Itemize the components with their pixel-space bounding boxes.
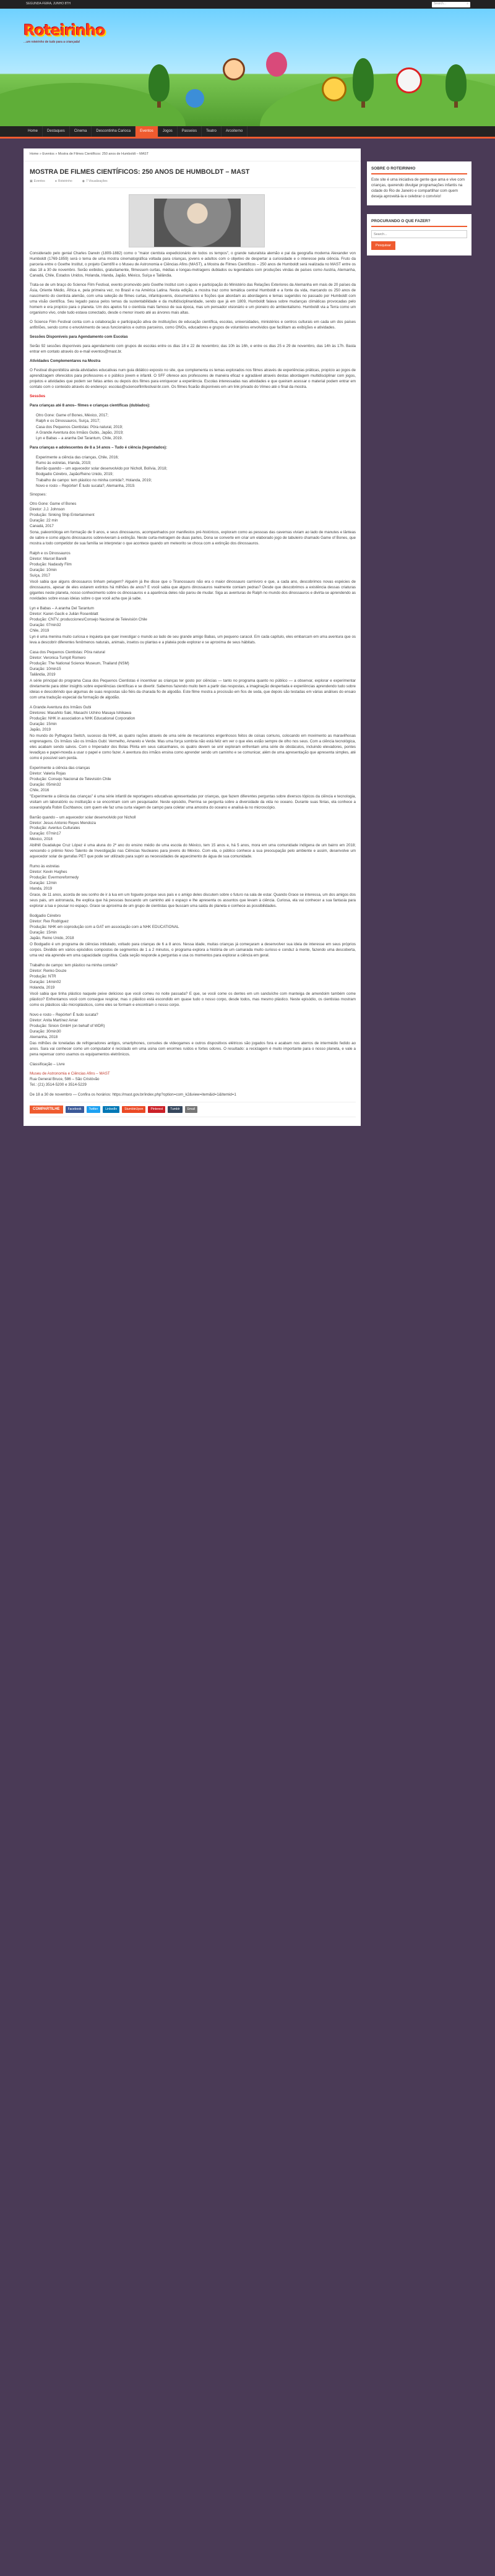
- meta-author[interactable]: [55, 179, 72, 184]
- film-synopsis: Lyn é uma menina muito curiosa e inquieta que quer investigar o mundo ao lado de seu grande amigo Babas, um pequeno caracol. Em cada capítulo, eles embarcam em uma aventura que os leva a descobrir diferentes fenômenos naturais, animais, insetos ou plantas e a plateia pode explorar e se aproxima de seus hábitats.: [30, 634, 356, 645]
- film-credit: Diretor: Renko Douze: [30, 969, 67, 974]
- film-credit: Canadá, 2017: [30, 524, 54, 529]
- paragraph: Considerado pelo genial Charles Darwin (1809-1882) como o "maior cientista expedicionário de todos os tempos", o grande naturalista alemão e pai da geografia moderna Alexander von Humboldt (1769-1859) será o tema de uma mostra cinematográfica voltada para crianças, jovens e adultos com o objetivo de despertar a curiosidade e o interesse pela ciência. Fruto da parceria entre o Goethe Institut, o projeto Ciemtífil e o Museu de Astronomia e Ciências Afins (MAST), a Mostra de Filmes Científicos – 250 anos de Humboldt será realizada no MAST entre os dias 18 a 30 de novembro. Serão exibidos, gratuitamente, filmessem curtas, médias e longas-metragens dublados ou legendados com produções vindas de países como Austria, Alemanha, Canadá, Chile, Estados Unidos, Holanda, Irlanda, Japão, México, Suíça e Tailândia.: [30, 251, 356, 278]
- film-credit: Duração: 10min15: [30, 666, 61, 671]
- top-search-input[interactable]: Search...: [434, 2, 447, 6]
- ball-character: [396, 67, 422, 93]
- film-credit: Diretor: Marcel Barelli: [30, 557, 67, 562]
- synopsis-heading: Sinopses:: [30, 492, 47, 497]
- film-credit: Produção: Evermoreformedy: [30, 875, 79, 880]
- film-credit: Holanda, 2019: [30, 985, 55, 990]
- film-credit: Irlanda, 2019: [30, 887, 53, 891]
- list-item: Lyn e Babas – a aranha Del Tarantum, Chile, 2019.: [36, 436, 123, 441]
- film-synopsis: Você sabia que alguns dinossauros tinham pelugem? Alguém já lhe disse que o Tiranossauro não era o maior dinossauro carnívoro e que, a cada ano, descobrimos novas espécies de dinossauros, apesar de eles estarem extintos há milhões de anos? E você sabia que alguns dinossauros realmente comiam pedras? Desde que descobrimos a existência dessas criaturas gigantes neste planeta, nosso conhecimento sobre os dinossauros e a aparência deles não parou de mudar. Siga as aventuras de Ralph no mundo dos dinossauros e divirta-se aprendendo as novidades sobre essas ideias sobre o que você acha que já sabe.: [30, 580, 356, 601]
- tree: [446, 64, 467, 101]
- kid-character: [322, 77, 346, 101]
- film-credit: Produção: Sinking Ship Entertainment: [30, 513, 95, 518]
- film-credit: Duração: 12min: [30, 881, 57, 886]
- film-credit: Chile, 2019: [30, 628, 50, 633]
- film-list: [30, 502, 356, 1058]
- breadcrumb[interactable]: Home » Eventos » Mostra de Filmes Científicos: 250 anos de Humboldt – MAST: [24, 148, 361, 161]
- paragraph: O Festival disponibiliza ainda atividades educativas num guia didático exposto no site, que complementa os temas explorados nos filmes através de experiências práticas, propício ao jogos de aprendizagem oferecidos para professores e o público jovem e infantil. O SFF oferece aos professores de maneira eficaz e agradável através destas abordagem multidisciplinar com jogos, projetos e atividades que podem ser feitas antes ou depois dos filmes para enriquecer a experiência. Escolas interessadas nas atividades e que queiram acessar o material podem entrar em contato com o conteúdo através do endereço: escolas@sciencefilmfestival-br.com. Os filmes ficarão disponíveis em um link privado do Vimeo até o final da mostra.: [30, 368, 356, 390]
- film-entry: [30, 606, 356, 646]
- sessions-heading: Sessões: [30, 394, 46, 399]
- film-entry: [30, 1013, 356, 1058]
- list-item: Ralph e os Dinossauros, Suíça, 2017;: [36, 419, 100, 424]
- film-credit: México, 2018: [30, 837, 53, 842]
- venue-phone: Tel.: (21) 3514-5200 e 3514-5229: [30, 1082, 87, 1087]
- film-title: Barrão quando – um aquecedor solar desenvolvido por Nicholl: [30, 815, 136, 820]
- film-credit: Duração: 07min32: [30, 623, 61, 627]
- sidebar-search-input[interactable]: [371, 230, 467, 238]
- page-title: MOSTRA DE FILMES CIENTÍFICOS: 250 ANOS DE HUMBOLDT – MAST: [30, 168, 250, 176]
- film-credit: Produção: NHK in association a NHK Educational Corporation: [30, 716, 136, 721]
- film-credit: Diretor: J.J. Johnson: [30, 507, 65, 512]
- logo-title: Roteirinho: [24, 22, 105, 39]
- film-credit: Diretor: Rex Rodriguez: [30, 919, 69, 924]
- film-credit: Alemanha, 2018: [30, 1034, 58, 1039]
- user-icon: ●: [54, 179, 57, 184]
- young-heading: Para crianças até 8 anos– filmes e crianças científicas (dublados):: [30, 403, 150, 408]
- search-widget: [367, 214, 471, 255]
- film-entry: [30, 815, 356, 861]
- film-synopsis: "Experimente a ciência das crianças" é uma série infantil de reportagens educativas apresentadas por crianças, que fazem diferentes perguntas sobre diversos tópicos da ciência e tecnologia, visitam um laboratório ou instituição e se encontram com um pesquisador. Neste episódio, Pierrina se pergunta sobre a diversidade da vida no oceano. Durante suas férias, ela conhece a oceanógrafa Robin Eschbanov, com quem ele faz uma curta viagem de campo para coletar uma amostra do oceano e analisá-la no microscópio.: [30, 794, 356, 810]
- meta-category[interactable]: [30, 179, 45, 184]
- article-image: [129, 194, 265, 247]
- search-title: PROCURANDO O QUE FAZER?: [371, 218, 467, 227]
- share-email-button[interactable]: Email: [185, 1106, 198, 1113]
- film-credit: Produção: CNTV, producciones/Consejo Nacional de Televisión Chile: [30, 617, 147, 622]
- about-text: Este site é uma iniciativa de gente que ama e vive com crianças, querendo divulgar programações infantis na cidade do Rio de Janeiro e compartilhar com quem deseja aproveitá-la e celebrar o convívio!: [371, 178, 465, 199]
- nav-teatro[interactable]: Teatro: [202, 126, 222, 137]
- sidebar: [367, 161, 471, 1126]
- venue-address: Rua General Bruce, 586 – São Cristóvão: [30, 1076, 100, 1081]
- share-linkedin-button[interactable]: LinkedIn: [103, 1106, 119, 1113]
- meta-category-label: Eventos: [33, 179, 45, 184]
- film-credit: Japão, Reino Unido, 2018: [30, 936, 74, 941]
- film-credit: Diretor: Karen Gacík e Julián Rosenblatt: [30, 612, 98, 617]
- article-body: [30, 251, 356, 1097]
- film-entry: [30, 551, 356, 602]
- film-credit: Diretor: Jesus Antonio Reyes Mendoza: [30, 820, 96, 825]
- film-credit: Produção: NHK em coprodução com a GAT em associação com a NHK EDUCATIONAL: [30, 925, 179, 930]
- portrait-humboldt: [154, 199, 241, 247]
- film-credit: Suíça, 2017: [30, 573, 51, 578]
- film-title: Otro Gone: Game of Bones: [30, 502, 77, 507]
- paragraph: Serão 92 sessões disponíveis para agendamento com grupos de escolas entre os dias 18 e 22 de novembro; das 10h às 16h, e entre os dias 25 e 29 de novembro, das 14h às 17h. Basta entrar em contato através do e-mail eventos@mast.br.: [30, 344, 356, 354]
- nav-eventos[interactable]: Eventos: [136, 126, 158, 137]
- film-synopsis: Grace, de 11 anos, acorda de seu sonho de ir à lua em um foguete porque seus pais e o amigo deles discutem sobre o futuro na sala de estar. Quando Grace se interessa, um dos amigos dos seus pais, um astronauta, lhe explica que há pessoas buscando um caminho até o espaço e lhe apresenta os assuntos que levam à ciência. Curiosa, ela vai conhecer a sua fantasia para explorar a lua e pousar no espaço. Grace se aproxima de um grupo de cientistas que buscam uma saída do planeta e conhece as possibilidades.: [30, 893, 356, 909]
- list-item: Barrão quando – um aquecedor solar desenvolvido por Nicholl, Bolívia, 2018;: [36, 466, 168, 471]
- film-credit: Produção: Consejo Nacional de Televisión Chile: [30, 776, 111, 781]
- list-item: Novo e rosto – Repórter! É tudo sucata?, Alemanha, 2019.: [36, 484, 136, 489]
- film-credit: Produção: Sinion GmbH (on behalf of WDR): [30, 1023, 105, 1028]
- list-item: A Grande Aventura dos Irmãos Gubis, Japão, 2019;: [36, 430, 124, 435]
- list-item: Trabalho de campo: tem plástico no minha comida?, Holanda, 2019;: [36, 478, 152, 483]
- nav-passeios[interactable]: Passeios: [178, 126, 202, 137]
- venue-link[interactable]: Museu de Astronomia e Ciências Afins – MAST: [30, 1071, 110, 1076]
- film-title: Casa dos Pequenos Cientistas: Pôra natural: [30, 650, 105, 655]
- film-credit: Duração: 22 min: [30, 518, 58, 523]
- folder-icon: ▣: [30, 179, 33, 184]
- site-logo[interactable]: [24, 20, 105, 63]
- nav-destaques[interactable]: Destaques: [43, 126, 70, 137]
- film-title: Bodgadio Cérebro: [30, 914, 61, 919]
- subheading: Atividades Complementares na Mostra: [30, 359, 101, 364]
- nav-cinema[interactable]: Cinema: [70, 126, 92, 137]
- film-credit: Produção: Nadasdy Film: [30, 562, 72, 567]
- film-entry: [30, 766, 356, 811]
- film-credit: Japão, 2019: [30, 727, 51, 732]
- film-entry: [30, 963, 356, 1008]
- list-item: Experimente a ciência das crianças, Chile, 2016;: [36, 455, 119, 460]
- top-bar: [0, 0, 495, 9]
- share-pinterest-button[interactable]: Pinterest: [148, 1106, 165, 1113]
- film-credit: Duração: 05min32: [30, 782, 61, 787]
- date-label: SEGUNDA-FEIRA, JUNHO 8TH: [26, 2, 71, 6]
- film-title: Lyn e Babas – A aranha Del Tarantum: [30, 606, 94, 611]
- film-credit: Duração: 07min17: [30, 831, 61, 836]
- meta-author-label: Roteirinho: [58, 179, 72, 184]
- film-credit: Tailândia, 2019: [30, 672, 56, 677]
- film-synopsis: Abilhill Guadalupe Cruz López é uma aluna do 2º ano do ensino médio de uma escola do México, tem 15 anos e, há 5 anos, mora em uma comunidade indígena de um bairro em 2018; vencendo o prêmio Novo Talento de Investigação nas Ciências Nucleares para jovens do México. Com ela, o público conhece a sua preocupação pelo ambiente e assim, desenvolve um aquecedor solar de garrafas PET que pode ser utilizado para suprir as necessidades de aquecimento de água de sua comunidade.: [30, 843, 356, 859]
- meta-views: [82, 179, 108, 184]
- film-synopsis: Sona, paleontóloga em formação de 9 anos, e seus dinossauros, acompanhados por manifestos pré-históricos, exploram como as pessoas das cavernas viviam ao lado de manutes e lânteas de sabre e como alguns dinossauros sobreviveram à extinção. Neste curta-metragem de duas partes, Dona se converte em criar um elaborado jogo de tabuleiro chamado Game of Bones, que mostra a todo competidor de sua família se interpretar o que acontece quando um meteorito se choca com a extinção dos dinossauros.: [30, 530, 356, 546]
- nav-arcoiterno[interactable]: Arcoiterno: [222, 126, 248, 137]
- young-list: [36, 413, 356, 441]
- logo-tagline: ...um roteirinho de tudo para a criançada!: [24, 40, 80, 44]
- nav-jogos[interactable]: Jogos: [158, 126, 178, 137]
- film-credit: Duração: 10min: [30, 568, 57, 573]
- eye-icon: ◉: [82, 179, 85, 184]
- kid-character: [223, 58, 245, 80]
- list-item: Rumo às estrelas, Irlanda, 2019;: [36, 460, 92, 465]
- search-icon[interactable]: ⌕: [467, 2, 468, 6]
- post-meta: [30, 179, 356, 188]
- paragraph: Trata-se de um braço do Science Film Festival, evento promovido pelo Goethe Institut com o apoio e participação do Ministério das Relações Exteriores da Alemanha em mais de 20 países da Ásia, Oriente Médio, África e, pela primeira vez, no Brasil e na América Latina. Nesta edição, a mostra traz como temática central Humboldt e a fonte da vida, marcando os 250 anos de nascimento do cientista alemão, com uma seleção de filmes curtas, infantojuvenis, documentários e ficções que abordam as abordagens e temas sugeridos no passado por Humboldt com uma visão científica. Seu legado passa pelos temas da sustentabilidade e da multidisciplinaridade, sendo que já em 1809, Humboldt falava sobre mudanças climáticas provocadas pelo homem e era propício para o planeta. Um dos apelos foi o cientista mais famoso de sua época, mas um pensador visionário e um pioneiro do ambientalismo. Humboldt via a Terra como um organismo vivo, onde tudo estava conectado, desde o menor inseto até as árvores mais altas.: [30, 283, 356, 316]
- film-credit: Produção: The National Science Museum, Thailand (NSM): [30, 661, 129, 666]
- tree: [353, 58, 374, 101]
- share-stumbleupon-button[interactable]: StumbleUpon: [122, 1106, 145, 1113]
- ball-character: [186, 89, 204, 108]
- film-synopsis: A série principal do programa Casa dos Pequenos Cientistas é incentivar as crianças ter gosto por ciências — tanto no programa quanto no público — a observar, explorar e experimentar diretamente para obter insights sobre experiências científicas e se divertir. Sabemos fazendo muito bem a partir das respostas, a imaginação despertada e experiências aprendendo tudo sobre ideias e descobrindo que algumas de suas respostas são fiéis da charada fio de algodão. Este filme mostra a procissão em fios de seda, que depois são testadas em várias análises do ensaio com uma tradução especial da formação de algodão.: [30, 678, 356, 700]
- share-twitter-button[interactable]: Twitter: [87, 1106, 101, 1113]
- nav-descontinha[interactable]: Descontinha Carioca: [92, 126, 136, 137]
- balloon-character: [266, 52, 287, 77]
- search-button[interactable]: Pesquisar: [371, 241, 395, 250]
- film-synopsis: No mundo do Pythagora Switch, sucesso da NHK, as quatro rações através de uma série de mecanismos engenhosos feitos de coisas comuns, colocando em movimento as maravilhosas engrenagens. Os Irmãos são os Irmãos Gubi: Vermelho, Amarelo e Verde. Mas uma força sombria não está feliz em ver o que eles estão sempre de olho nos seus. Com a ciência tecnológica, eles acabam sendo salvos. Com o Imperador dos Bolas Plinta em seus calcanhares, os quatro devem se unir exploram enfrentam uma série de obstáculos, incluindo elevadores, pontes levadiças e papel-moeda a usar o papel e como fazer. A aventura dos irmãos ensina como aprender sendo um caminho e se comunicar, além de uma apresentação que apresenta simples, até como é possível sem perda.: [30, 733, 356, 760]
- list-item: Casa dos Pequenos Cientistas: Pôra natural, 2019;: [36, 424, 123, 429]
- film-synopsis: O Bodgadio é um programa de ciências intitulado, voltado para crianças de 6 a 8 anos. Nessa idade, muitas crianças já começaram a desenvolver sua ideia de interesse em seus próprios corpos. Dividido em vários episódios compostos de segmentos de 1 a 2 minutos, o programa explora a história de um camarada muito curioso e conduz à mente, fazendo uma descoberta, uma vez ela aprende em uma capacidade cognitiva. Cada seção responde a perguntas e usa os momentos para explorar a ciência em geral.: [30, 942, 356, 958]
- film-credit: Duração: 14min02: [30, 980, 61, 985]
- older-heading: Para crianças e adolescentes de 8 a 14 anos – Tudo é ciência (legendados):: [30, 445, 168, 450]
- film-credit: Diretores: Masahito Saki, Masachi Uchino Masaya Ishikawa: [30, 710, 132, 715]
- film-credit: Duração: 15min: [30, 721, 57, 726]
- film-credit: Diretor: Valeria Rojas: [30, 771, 66, 776]
- film-credit: Diretor: Anita Martínez Amar: [30, 1018, 78, 1023]
- film-synopsis: Você sabia que tinha plástico naquele peixe delicioso que você comeu no noite passada? E que, se você come os dentes em um sanduíche com manteiga de amendoim também come plástico? Enfrentamos você com consegue respirar, mas o plástico está escondido em quase tudo o nosso corpo, desde todos, mas mesmo plástico. Neste episódio, os cientistas mostram como os plásticos são microplásticos, como eles se formam e encontram o nosso corpo.: [30, 992, 356, 1008]
- film-title: Novo e rosto – Repórter! É tudo sucata?: [30, 1013, 98, 1018]
- film-entry: [30, 502, 356, 547]
- film-credit: Chile, 2016: [30, 788, 50, 792]
- subheading: Sessões Disponíveis para Agendamento com Escolas: [30, 335, 128, 340]
- film-entry: [30, 705, 356, 762]
- list-item: Bodgadio Cérebro, Japão/Reino Unido, 2019;: [36, 472, 114, 477]
- film-title: Ralph e os Dinossauros: [30, 551, 71, 556]
- film-credit: Duração: 15min: [30, 930, 57, 935]
- nav-home[interactable]: Home: [24, 126, 43, 137]
- film-entry: [30, 650, 356, 701]
- film-credit: Diretor: Kevin Hughes: [30, 870, 67, 875]
- film-credit: Diretor: Veronica Turnpit Romero: [30, 655, 86, 660]
- film-entry: [30, 914, 356, 959]
- list-item: Otro Gone: Game of Bones, México, 2017;: [36, 413, 109, 418]
- film-entry: [30, 864, 356, 909]
- footer-space: [0, 1126, 495, 1151]
- meta-views-label: 7 Visualizações: [86, 179, 108, 184]
- film-title: Experimente a ciência das crianças: [30, 765, 90, 770]
- schedule-link[interactable]: De 18 a 30 de novembro — Confira os horários: https://mast.gov.br/index.php?option=com_k2&view=item&id=1&Itemid=1: [30, 1092, 236, 1097]
- film-credit: Produção: NTR: [30, 974, 56, 979]
- article: [24, 161, 361, 1126]
- main-nav: [0, 126, 495, 139]
- about-widget: [367, 161, 471, 205]
- rating: Classificação – Livre: [30, 1062, 65, 1067]
- film-title: Rumo às estrelas: [30, 864, 60, 869]
- share-tumblr-button[interactable]: Tumblr: [168, 1106, 182, 1113]
- share-bar: [30, 1102, 356, 1117]
- film-title: A Grande Aventura dos Irmãos Gubi: [30, 705, 92, 710]
- top-search[interactable]: [432, 2, 470, 7]
- film-synopsis: Das milhões de toneladas de refrigeradores antigos, smartphones, consoles de videogames e outros dispositivos elétricos são jogados fora e acabam nos aterros de intermédio fedido ao anos. Sara vai conhecer como um computador é reciclado em uma usina com enormes ruídos e fortes odores. O resultado: a reciclagem é muito importante para o nosso planeta, e vale a pena repensar como usamos os equipamentos eletrônicos.: [30, 1041, 356, 1057]
- share-label: COMPARTILHE: [30, 1106, 63, 1114]
- about-title: SOBRE O ROTEIRINHO: [371, 166, 467, 174]
- film-credit: Duração: 30min30: [30, 1029, 61, 1034]
- film-credit: Produção: Aventus Culturales: [30, 826, 80, 831]
- older-list: [36, 455, 356, 489]
- film-title: Trabalho de campo: tem plástico na minha comida?: [30, 963, 118, 968]
- venue: [30, 1071, 356, 1088]
- share-facebook-button[interactable]: Facebook: [66, 1106, 84, 1113]
- paragraph: O Science Film Festival conta com a colaboração e participação ativa de instituições de educação científica, escolas, universidades, ministérios e centros culturais em cada um dos países anfitriões, sendo como o envolvimento de seus funcionários e outros parceiros, como ONGs, educadores e grupos de voluntários envolvidos que facilitam as exibições e atividades.: [30, 320, 356, 330]
- tree: [148, 64, 170, 101]
- site-header: [0, 9, 495, 126]
